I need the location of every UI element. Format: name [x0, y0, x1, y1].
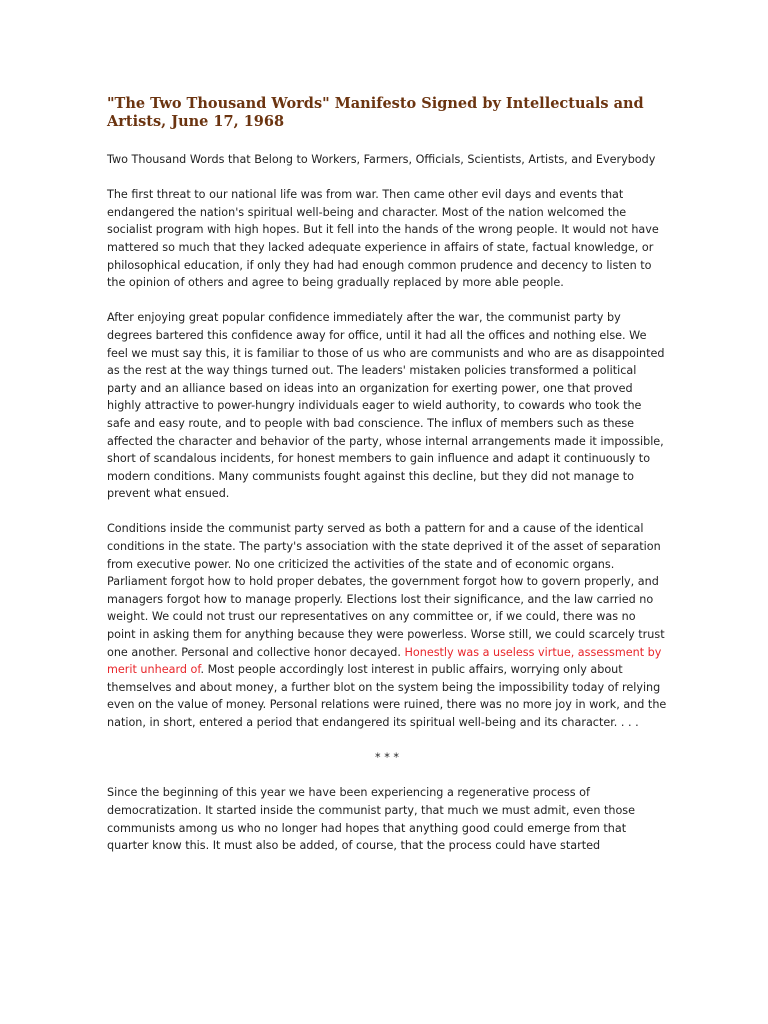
paragraph-3-highlight: Honestly was a useless virtue, assessment by merit unheard of — [107, 645, 662, 677]
paragraph-4: Since the beginning of this year we have been experiencing a regenerative process of democratization. It started inside the communist party, that much we must admit, even those communists among us who no longer had hopes that anything good could emerge from that quarter know this. It must also be added, of course, that the process could have started — [107, 786, 635, 853]
paragraph-3-text-before: Conditions inside the communist party served as both a pattern for and a cause of the identical conditions in the state. The party's association with the state deprived it of the asset of separation from executive power. No one criticized the activities of the state and of economic organs. Parliament forgot how to hold proper debates, the government forgot how to govern properly, and managers forgot how to manage properly. Elections lost their significance, and the law carried no weight. We could not trust our representatives on any committee or, if we could, there was no point in asking them for anything because they were powerless. Worse still, we could scarcely trust one another. Personal and collective honor decayed. — [107, 522, 665, 659]
paragraph-3 — [107, 520, 667, 731]
document-title: "The Two Thousand Words" Manifesto Signed by Intellectuals and Artists, June 17, 1968 — [107, 95, 644, 130]
section-separator: * * * — [375, 751, 399, 765]
paragraph-3-text-after: . Most people accordingly lost interest in public affairs, worrying only about themselves and about money, a further blot on the system being the impossibility today of relying even on the value of money. Personal relations were ruined, there was no more joy in work, and the nation, in short, entered a period that endangered its spiritual well-being and its character. . . . — [107, 663, 667, 729]
paragraph-2: After enjoying great popular confidence immediately after the war, the communist party by degrees bartered this confidence away for office, until it had all the offices and nothing else. We feel we must say this, it is familiar to those of us who are communists and who are as disappointed as the rest at the way things turned out. The leaders' mistaken policies transformed a political party and an alliance based on ideas into an organization for exerting power, one that proved highly attractive to power-hungry individuals eager to wield authority, to cowards who took the safe and easy route, and to people with bad conscience. The influx of members such as these affected the character and behavior of the party, whose internal arrangements made it impossible, short of scandalous incidents, for honest members to gain influence and adapt it continuously to modern conditions. Many communists fought against this decline, but they did not manage to prevent what ensued. — [107, 311, 665, 501]
document-subtitle: Two Thousand Words that Belong to Workers, Farmers, Officials, Scientists, Artists, and Everybody — [107, 153, 656, 166]
document-page — [107, 95, 667, 872]
paragraph-1: The first threat to our national life was from war. Then came other evil days and events that endangered the nation's spiritual well-being and character. Most of the nation welcomed the socialist program with high hopes. But it fell into the hands of the wrong people. It would not have mattered so much that they lacked adequate experience in affairs of state, factual knowledge, or philosophical education, if only they had had enough common prudence and decency to listen to the opinion of others and agree to being gradually replaced by more able people. — [107, 188, 659, 290]
